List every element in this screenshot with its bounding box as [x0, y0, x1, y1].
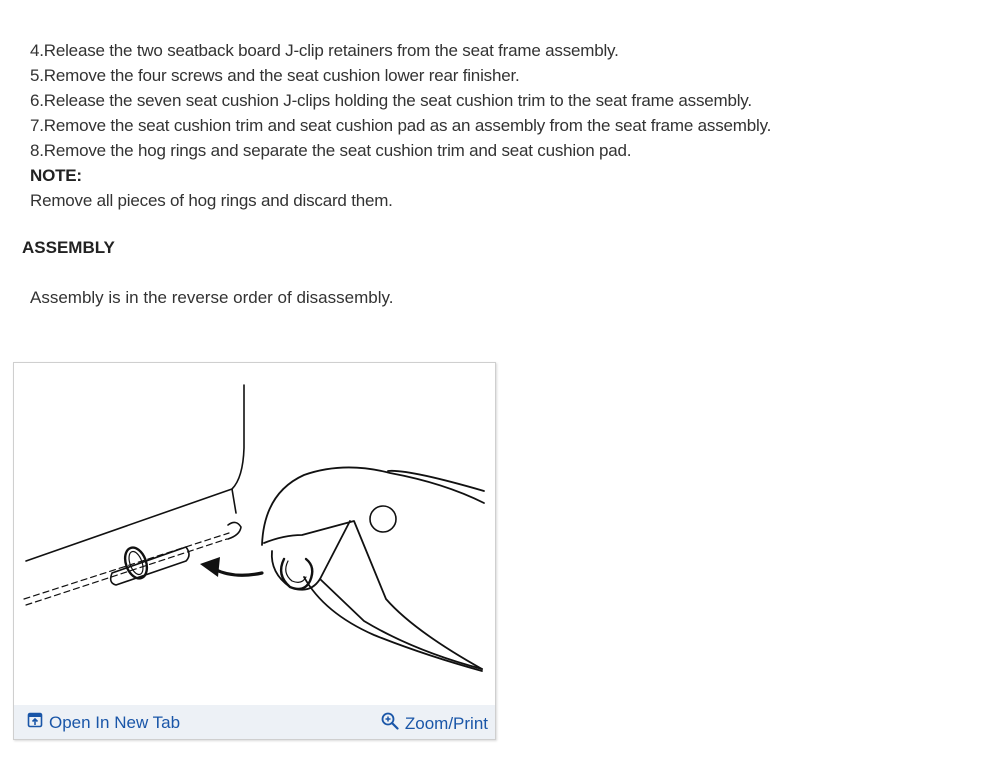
assembly-heading: ASSEMBLY	[22, 238, 115, 257]
open-in-new-tab-label: Open In New Tab	[49, 712, 181, 732]
zoom-print-link[interactable]	[381, 712, 488, 735]
step-5: 5.Remove the four screws and the seat cushion lower rear finisher.	[30, 66, 520, 85]
step-6: 6.Release the seven seat cushion J-clips holding the seat cushion trim to the seat frame assembly.	[30, 91, 752, 110]
instruction-steps	[30, 38, 771, 213]
figure-action-bar	[14, 705, 495, 739]
step-4: 4.Release the two seatback board J-clip retainers from the seat frame assembly.	[30, 41, 619, 60]
step-8: 8.Remove the hog rings and separate the seat cushion trim and seat cushion pad.	[30, 141, 632, 160]
open-in-new-tab-link[interactable]	[27, 712, 180, 733]
illustration-figure	[13, 362, 496, 740]
open-new-tab-icon	[27, 712, 49, 733]
zoom-print-label: Zoom/Print	[404, 713, 488, 733]
zoom-in-icon	[381, 712, 405, 735]
step-7: 7.Remove the seat cushion trim and seat cushion pad as an assembly from the seat frame assembly.	[30, 116, 772, 135]
hog-ring-removal-illustration	[14, 363, 495, 703]
note-label: NOTE:	[30, 166, 82, 185]
note-text: Remove all pieces of hog rings and discard them.	[30, 191, 393, 210]
assembly-text: Assembly is in the reverse order of disassembly.	[30, 288, 394, 307]
